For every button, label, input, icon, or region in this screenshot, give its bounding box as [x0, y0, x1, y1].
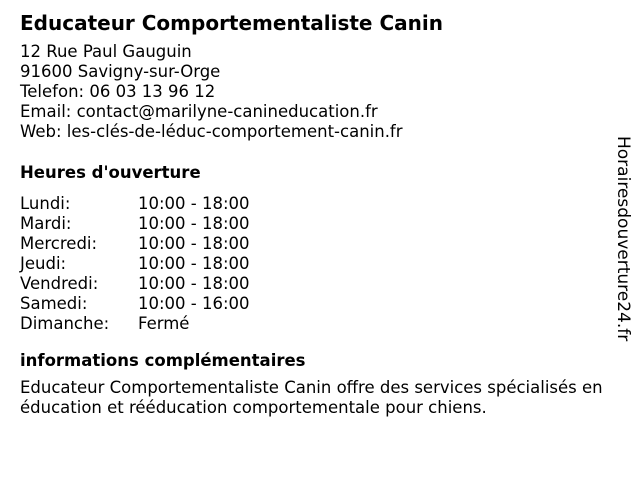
address-street: 12 Rue Paul Gauguin — [20, 42, 192, 61]
hours-day: Lundi: — [20, 194, 71, 213]
hours-row-lundi — [20, 194, 620, 214]
phone-line: Telefon: 06 03 13 96 12 — [20, 82, 216, 101]
hours-row-dimanche — [20, 314, 620, 334]
hours-time: 10:00 - 16:00 — [138, 294, 250, 313]
hours-row-mercredi — [20, 234, 620, 254]
site-watermark: Horairesdouverture24.fr — [613, 136, 633, 342]
hours-time: 10:00 - 18:00 — [138, 234, 250, 253]
business-name: Educateur Comportementaliste Canin — [20, 11, 443, 35]
hours-row-vendredi — [20, 274, 620, 294]
hours-row-samedi — [20, 294, 620, 314]
hours-time: 10:00 - 18:00 — [138, 214, 250, 233]
address-city: 91600 Savigny-sur-Orge — [20, 62, 221, 81]
hours-day: Mardi: — [20, 214, 72, 233]
hours-table — [20, 194, 620, 334]
hours-row-mardi — [20, 214, 620, 234]
hours-day: Mercredi: — [20, 234, 98, 253]
hours-day: Dimanche: — [20, 314, 110, 333]
hours-time: 10:00 - 18:00 — [138, 194, 250, 213]
hours-time: 10:00 - 18:00 — [138, 274, 250, 293]
hours-time: Fermé — [138, 314, 190, 333]
hours-day: Vendredi: — [20, 274, 99, 293]
hours-day: Jeudi: — [20, 254, 67, 273]
info-heading: informations complémentaires — [20, 351, 306, 370]
hours-heading: Heures d'ouverture — [20, 163, 201, 182]
hours-row-jeudi — [20, 254, 620, 274]
hours-day: Samedi: — [20, 294, 88, 313]
email-line: Email: contact@marilyne-canineducation.fr — [20, 102, 378, 121]
hours-time: 10:00 - 18:00 — [138, 254, 250, 273]
business-card — [20, 10, 620, 418]
info-description: Educateur Comportementaliste Canin offre des services spécialisés en éducation et rééducation comportementale pour chiens. — [20, 378, 603, 417]
web-line: Web: les-clés-de-léduc-comportement-canin.fr — [20, 122, 403, 141]
